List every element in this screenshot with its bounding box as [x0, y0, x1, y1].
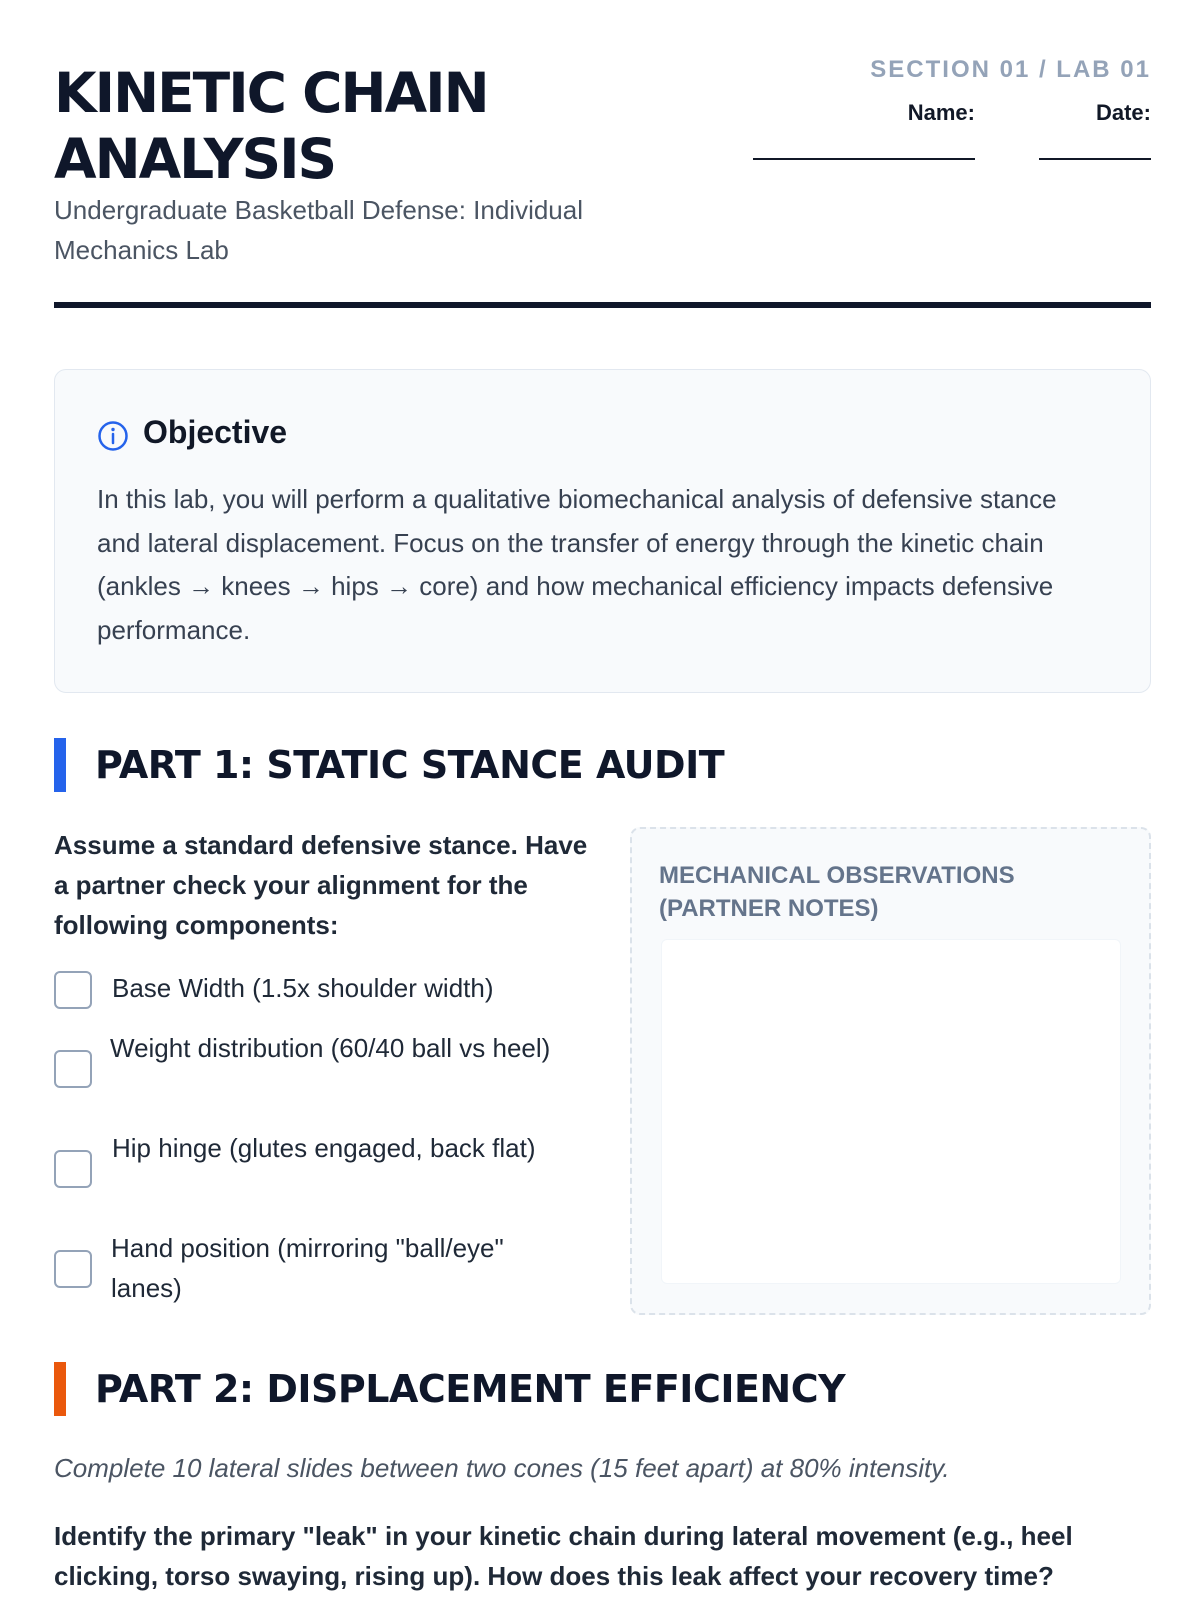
objective-body: In this lab, you will perform a qualitative biomechanical analysis of defensive stance and lateral displacement. Focus on the transfer of energy through the kinetic chain (ankles → knees → hips → core) and how mechanical efficiency impacts defensive performance.: [97, 484, 1057, 645]
objective-title: Objective: [143, 414, 288, 450]
observations-box: [630, 827, 1151, 1315]
header-divider: [54, 302, 1151, 308]
checklist-label: Hand position (mirroring "ball/eye" lanes): [111, 1233, 504, 1303]
checkbox[interactable]: [54, 1150, 92, 1188]
part-2-heading: [54, 1362, 1151, 1416]
observations-label: MECHANICAL OBSERVATIONS (PARTNER NOTES): [659, 862, 1015, 922]
worksheet-header: [54, 52, 1151, 312]
part-1-heading: [54, 738, 1151, 792]
section-tag: SECTION 01 / LAB 01: [870, 56, 1151, 83]
header-meta: [731, 52, 1151, 172]
name-label: Name:: [907, 100, 975, 125]
page-title: [54, 60, 674, 192]
part-1-title: PART 1: STATIC STANCE AUDIT: [95, 743, 725, 787]
title-line-1: KINETIC CHAIN: [54, 61, 488, 125]
lab-worksheet: [54, 0, 1151, 1600]
checklist-label: Hip hinge (glutes engaged, back flat): [112, 1133, 536, 1163]
checkbox[interactable]: [54, 1250, 92, 1288]
checkbox[interactable]: [54, 971, 92, 1009]
checklist-label: Base Width (1.5x shoulder width): [112, 973, 494, 1003]
page-subtitle: Undergraduate Basketball Defense: Individual Mechanics Lab: [54, 195, 584, 265]
checkbox[interactable]: [54, 1050, 92, 1088]
part-2-instruction: Complete 10 lateral slides between two cones (15 feet apart) at 80% intensity.: [54, 1453, 950, 1483]
part-2-accent-bar: [54, 1362, 66, 1416]
name-field[interactable]: [753, 158, 975, 160]
date-field[interactable]: [1039, 158, 1151, 160]
date-label: Date:: [1095, 100, 1151, 125]
checklist-label: Weight distribution (60/40 ball vs heel): [110, 1033, 551, 1063]
objective-box: [54, 369, 1151, 693]
part-1-intro: Assume a standard defensive stance. Have a partner check your alignment for the following components:: [54, 830, 588, 940]
part-1-accent-bar: [54, 738, 66, 792]
part-2-title: PART 2: DISPLACEMENT EFFICIENCY: [95, 1367, 846, 1411]
observations-notes-area[interactable]: [661, 939, 1121, 1284]
title-line-2: ANALYSIS: [54, 127, 336, 191]
part-2-question: Identify the primary "leak" in your kinetic chain during lateral movement (e.g., heel clicking, torso swaying, rising up). How does this leak affect your recovery time?: [54, 1521, 1073, 1591]
info-icon: [97, 420, 129, 452]
